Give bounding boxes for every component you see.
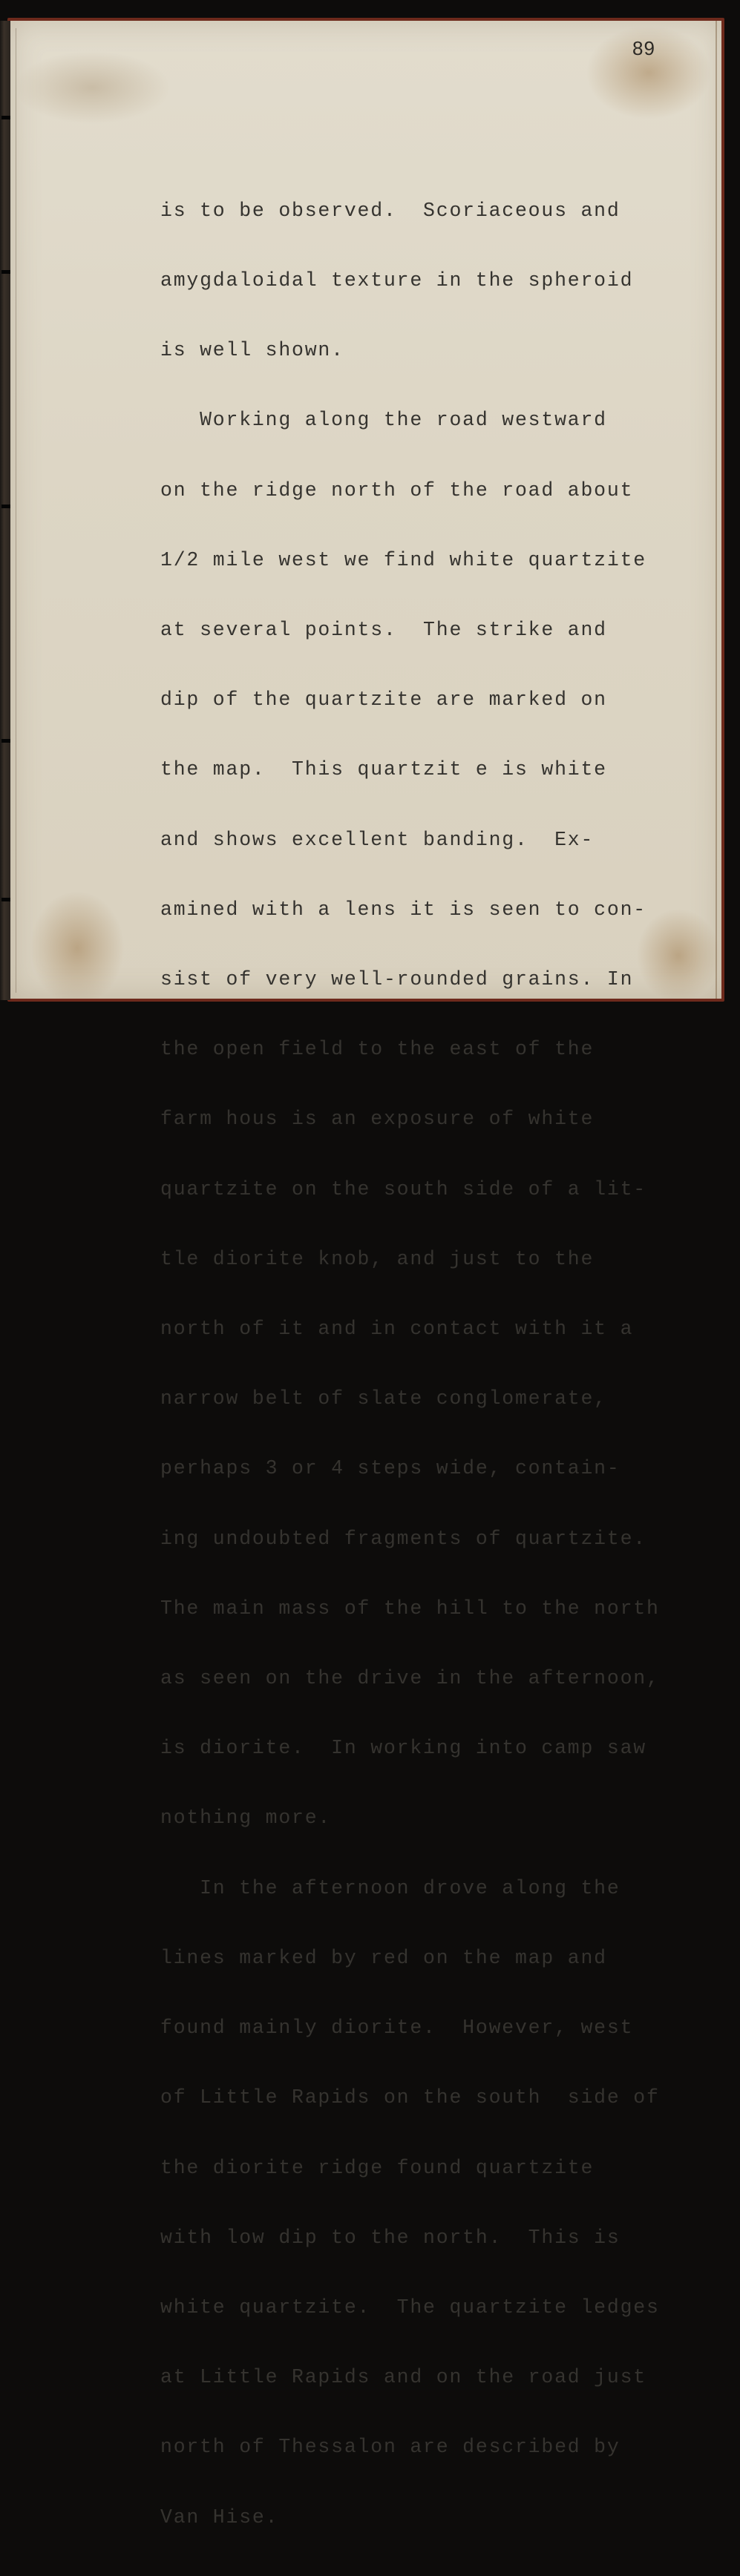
typed-field-notes [160, 153, 710, 2576]
text-line: nothing more. [160, 1807, 332, 1830]
notebook-binding [0, 21, 10, 1000]
text-line: is to be observed. Scoriaceous and [160, 199, 621, 222]
binding-mark [1, 739, 10, 743]
binding-mark [1, 505, 10, 508]
text-line: quartzite on the south side of a lit- [160, 1177, 646, 1200]
text-line: Van Hise. [160, 2506, 279, 2529]
text-line: the map. This quartzit e is white [160, 758, 607, 781]
text-line: of Little Rapids on the south side of [160, 2086, 660, 2109]
notebook-page [10, 21, 721, 2529]
text-line: white quartzite. The quartzite ledges [160, 2296, 660, 2319]
text-line: amygdaloidal texture in the spheroid [160, 269, 634, 292]
page-right-edge [716, 21, 717, 999]
text-line: on the ridge north of the road about [160, 479, 634, 502]
text-line: at several points. The strike and [160, 619, 607, 642]
binding-mark [1, 270, 10, 274]
text-line: with low dip to the north. This is [160, 2226, 621, 2249]
text-line: 1/2 mile west we find white quartzite [160, 548, 646, 571]
text-line: farm hous is an exposure of white [160, 1108, 595, 1131]
text-line: at Little Rapids and on the road just [160, 2366, 646, 2389]
binding-mark [1, 116, 10, 119]
text-line: perhaps 3 or 4 steps wide, contain- [160, 1457, 621, 1480]
text-line: as seen on the drive in the afternoon, [160, 1667, 660, 1690]
text-line: found mainly diorite. However, west [160, 2017, 634, 2040]
text-line: lines marked by red on the map and [160, 1946, 607, 1969]
text-line: the diorite ridge found quartzite [160, 2156, 595, 2179]
text-line: ing undoubted fragments of quartzite. [160, 1527, 646, 1550]
text-line: sist of very well-rounded grains. In [160, 968, 634, 991]
text-line: The main mass of the hill to the north [160, 1597, 660, 1620]
text-line: tle diorite knob, and just to the [160, 1247, 595, 1270]
text-line: is well shown. [160, 339, 344, 362]
text-line: north of it and in contact with it a [160, 1318, 634, 1341]
text-line: amined with a lens it is seen to con- [160, 898, 646, 921]
text-line: is diorite. In working into camp saw [160, 1737, 646, 1760]
page-number: 89 [632, 37, 655, 59]
text-line: north of Thessalon are described by [160, 2436, 621, 2459]
text-line: the open field to the east of the [160, 1038, 595, 1061]
text-line: dip of the quartzite are marked on [160, 689, 607, 712]
text-line: Working along the road westward [160, 409, 607, 432]
binding-mark [1, 898, 10, 901]
text-line: In the afternoon drove along the [160, 1876, 621, 1899]
text-line: narrow belt of slate conglomerate, [160, 1387, 607, 1410]
text-line: and shows excellent banding. Ex- [160, 828, 595, 851]
